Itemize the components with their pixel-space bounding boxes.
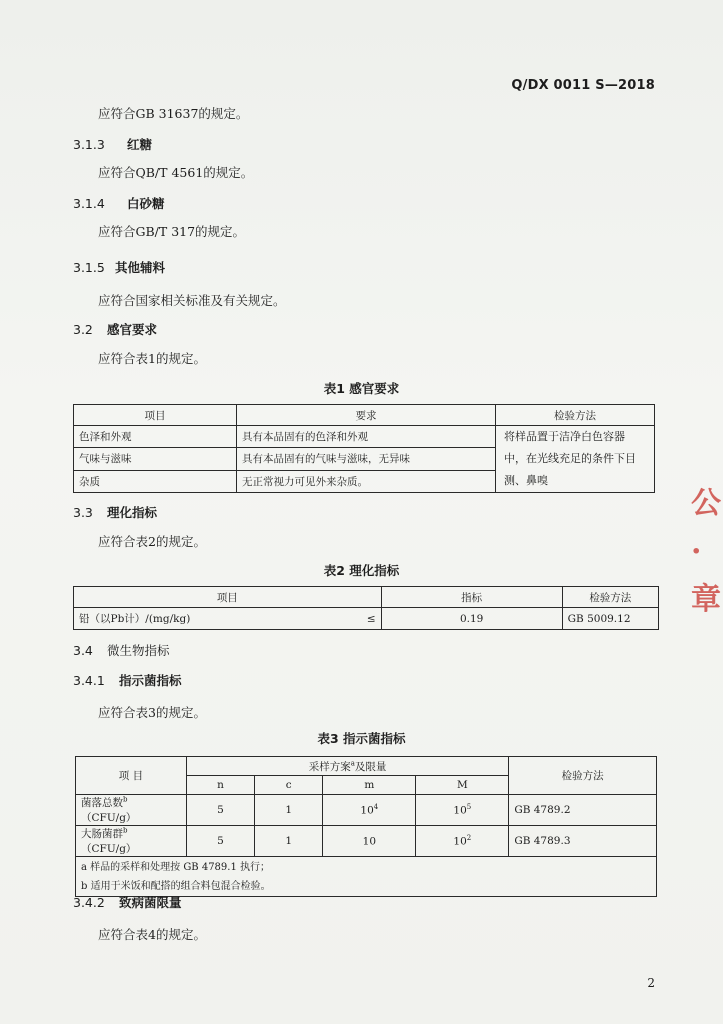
section-heading-3-1-5 bbox=[73, 258, 165, 276]
section-number: 3.4.1 bbox=[73, 673, 105, 688]
section-title: 致病菌限量 bbox=[119, 895, 182, 910]
table-cell: 10 bbox=[323, 826, 416, 857]
section-number: 3.4 bbox=[73, 643, 93, 658]
table-header-row bbox=[74, 405, 655, 426]
company-seal: 公 · 章 bbox=[691, 486, 721, 617]
table-cell: 具有本品固有的气味与滋味，无异味 bbox=[237, 448, 496, 470]
paragraph: 应符合QB/T 4561的规定。 bbox=[98, 165, 254, 180]
paragraph: 应符合GB 31637的规定。 bbox=[98, 106, 249, 121]
table-header: 检验方法 bbox=[562, 587, 658, 608]
table-row bbox=[74, 426, 655, 448]
table-notes-row bbox=[76, 857, 657, 897]
table-header: 检验方法 bbox=[496, 405, 655, 426]
table-cell: 1 bbox=[255, 826, 323, 857]
table-cell: 1 bbox=[255, 795, 323, 826]
method-cell: 将样品置于洁净白色容器中，在光线充足的条件下目测、鼻嗅 bbox=[496, 426, 655, 493]
table-cell: 5 bbox=[186, 826, 254, 857]
table-note: b 适用于米饭和配搭的组合料包混合检验。 bbox=[81, 880, 271, 892]
section-title: 感官要求 bbox=[107, 322, 158, 337]
section-title: 白砂糖 bbox=[127, 196, 165, 211]
section-title: 理化指标 bbox=[107, 505, 158, 520]
section-number: 3.2 bbox=[73, 322, 93, 337]
section-heading-3-3 bbox=[73, 503, 157, 521]
table-cell: $10^4$ bbox=[323, 795, 416, 826]
table-header: c bbox=[255, 776, 323, 795]
table-cell: 菌落总数$^b$（CFU/g） bbox=[76, 795, 187, 826]
section-title: 指示菌指标 bbox=[119, 673, 182, 688]
section-heading-3-4-1 bbox=[73, 671, 182, 689]
table-cell: GB 5009.12 bbox=[562, 608, 658, 630]
table-header: M bbox=[416, 776, 509, 795]
section-number: 3.3 bbox=[73, 505, 93, 520]
table-cell: GB 4789.2 bbox=[509, 795, 657, 826]
table-cell: 0.19 bbox=[381, 608, 562, 630]
table-header: 项目 bbox=[74, 405, 237, 426]
sensory-table bbox=[73, 404, 655, 493]
paragraph: 应符合表3的规定。 bbox=[98, 705, 206, 720]
table-cell: GB 4789.3 bbox=[509, 826, 657, 857]
table-cell: 5 bbox=[186, 795, 254, 826]
section-heading-3-4 bbox=[73, 641, 170, 659]
section-heading-3-1-4 bbox=[73, 194, 165, 212]
section-number: 3.4.2 bbox=[73, 895, 105, 910]
table-cell: 杂质 bbox=[74, 470, 237, 492]
table-cell: 无正常视力可见外来杂质。 bbox=[237, 470, 496, 492]
section-heading-3-2 bbox=[73, 320, 157, 338]
table-1-caption: 表1 感官要求 bbox=[323, 381, 400, 396]
table-cell: 气味与滋味 bbox=[74, 448, 237, 470]
table-header-row bbox=[76, 757, 657, 776]
section-title: 红糖 bbox=[127, 137, 153, 152]
table-row bbox=[76, 795, 657, 826]
page-number: 2 bbox=[647, 976, 655, 990]
table-header: 指标 bbox=[381, 587, 562, 608]
sampling-plan-header: 采样方案$^a$及限量 bbox=[186, 757, 508, 776]
table-header: 要求 bbox=[237, 405, 496, 426]
table-cell: 色泽和外观 bbox=[74, 426, 237, 448]
table-cell: $10^2$ bbox=[416, 826, 509, 857]
table-header: 检验方法 bbox=[509, 757, 657, 795]
table-header: 项目 bbox=[74, 587, 382, 608]
table-cell: $10^5$ bbox=[416, 795, 509, 826]
section-number: 3.1.5 bbox=[73, 260, 105, 275]
le-symbol: ≤ bbox=[351, 608, 382, 630]
table-2-caption: 表2 理化指标 bbox=[323, 563, 400, 578]
section-heading-3-1-3 bbox=[73, 135, 152, 153]
table-row bbox=[74, 608, 659, 630]
paragraph: 应符合GB/T 317的规定。 bbox=[98, 224, 246, 239]
indicator-bacteria-table bbox=[75, 756, 657, 897]
physicochemical-table bbox=[73, 586, 659, 630]
table-notes bbox=[76, 857, 657, 897]
table-header: m bbox=[323, 776, 416, 795]
paragraph: 应符合表4的规定。 bbox=[98, 927, 206, 942]
paragraph: 应符合国家相关标准及有关规定。 bbox=[98, 293, 286, 308]
table-cell: 铅（以Pb计）/(mg/kg) bbox=[74, 608, 351, 630]
table-note: a 样品的采样和处理按 GB 4789.1 执行； bbox=[81, 861, 271, 873]
section-number: 3.1.4 bbox=[73, 196, 105, 211]
table-cell: 具有本品固有的色泽和外观 bbox=[237, 426, 496, 448]
table-header-row bbox=[74, 587, 659, 608]
section-title: 微生物指标 bbox=[107, 643, 170, 658]
paragraph: 应符合表1的规定。 bbox=[98, 351, 206, 366]
section-number: 3.1.3 bbox=[73, 137, 105, 152]
paragraph: 应符合表2的规定。 bbox=[98, 534, 206, 549]
section-title: 其他辅料 bbox=[115, 260, 166, 275]
section-heading-3-4-2 bbox=[73, 893, 182, 911]
table-cell: 大肠菌群$^b$（CFU/g） bbox=[76, 826, 187, 857]
document-number: Q/DX 0011 S—2018 bbox=[511, 78, 655, 93]
table-3-caption: 表3 指示菌指标 bbox=[317, 731, 406, 746]
table-header: 项 目 bbox=[76, 757, 187, 795]
table-row bbox=[76, 826, 657, 857]
table-header: n bbox=[186, 776, 254, 795]
